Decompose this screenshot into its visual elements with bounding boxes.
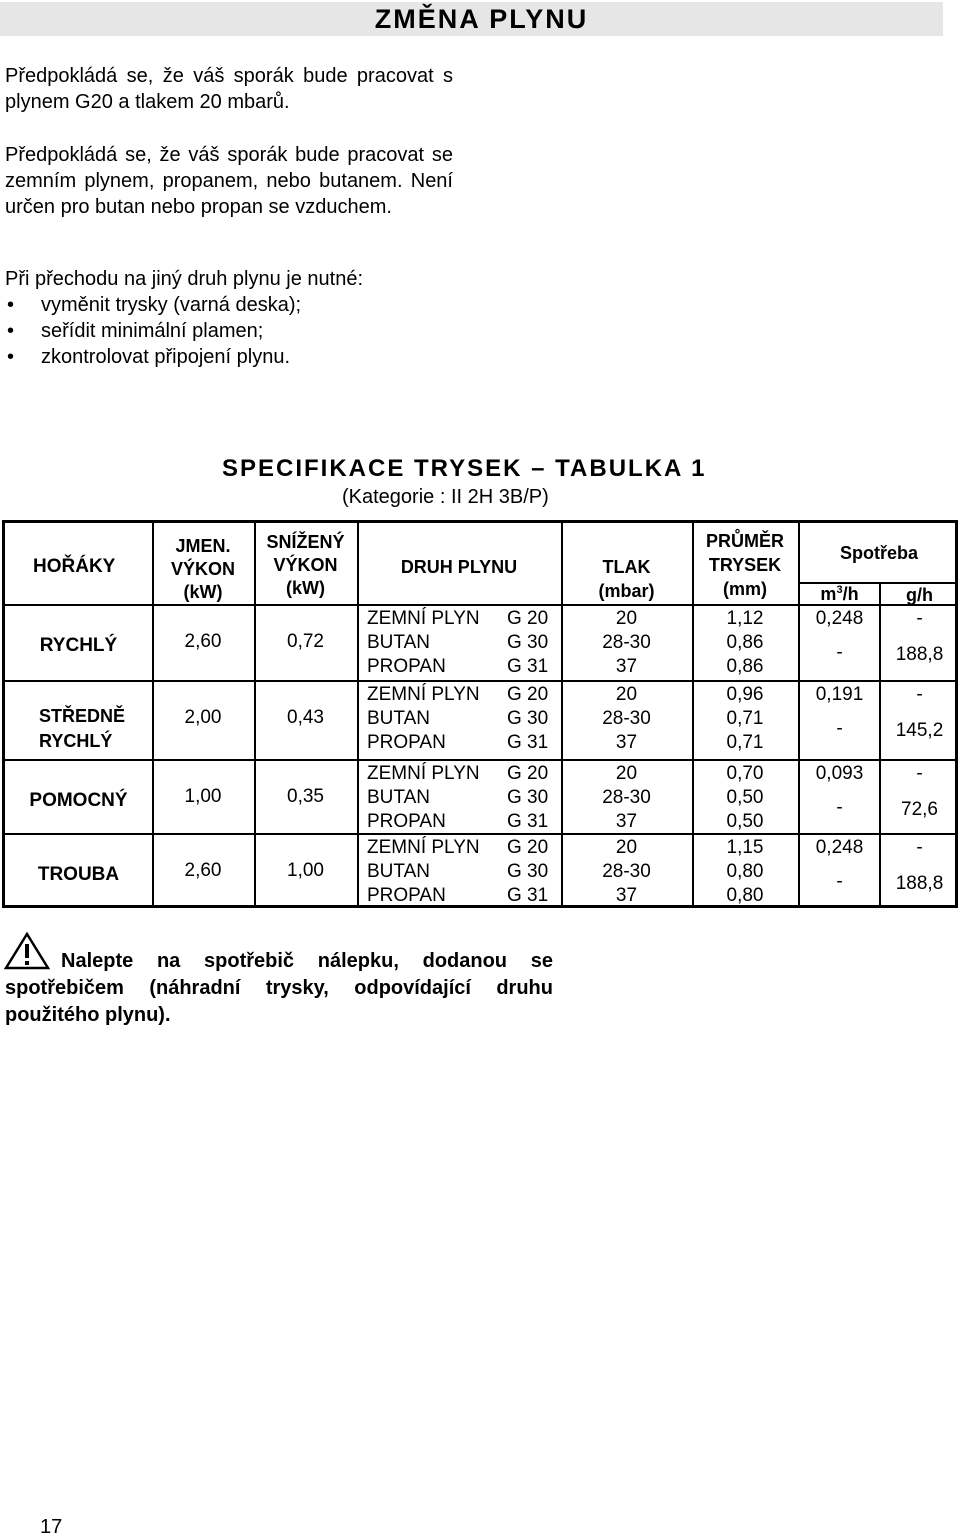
gas-code: G 20 <box>507 608 549 629</box>
consumption-m3h: 0,248 <box>815 837 864 858</box>
intro-paragraph-1: Předpokládá se, že váš sporák bude pracovat s plynem G20 a tlakem 20 mbarů. <box>5 65 453 113</box>
gas-pressure: 28-30 <box>602 708 651 729</box>
reduced-power: 0,35 <box>287 786 324 807</box>
burner-name: RYCHLÝ <box>39 635 118 656</box>
gas-name: ZEMNÍ PLYN <box>367 763 480 784</box>
page-number: 17 <box>40 1516 63 1538</box>
gas-code: G 20 <box>507 684 549 705</box>
nominal-power: 1,00 <box>184 786 222 807</box>
header-m3h: $m^3/h$ <box>820 584 859 604</box>
header-nozzle-diameter: PRŮMĚR TRYSEK (mm) <box>705 531 784 599</box>
gas-name: PROPAN <box>367 811 446 832</box>
gas-pressure: 37 <box>615 885 638 906</box>
warning-text: Nalepte na spotřebič nálepku, dodanou se spotřebičem (náhradní trysky, odpovídající druhu použitého plynu). <box>5 950 553 1026</box>
nominal-power: 2,00 <box>184 707 222 728</box>
nozzle-diameter: 0,80 <box>726 885 764 906</box>
nozzle-diameter: 0,86 <box>726 632 764 653</box>
gas-pressure: 20 <box>615 837 638 858</box>
reduced-power: 0,72 <box>287 631 324 652</box>
consumption-m3h: - <box>836 871 843 892</box>
list-item: • zkontrolovat připojení plynu. <box>5 344 301 370</box>
gas-name: PROPAN <box>367 732 446 753</box>
page-title: ZMĚNA PLYNU <box>374 4 589 34</box>
header-gas-type: DRUH PLYNU <box>400 557 518 577</box>
consumption-gh: - <box>916 837 923 858</box>
table-divider <box>5 680 955 682</box>
intro-paragraph-3: Při přechodu na jiný druh plynu je nutné: <box>5 268 364 290</box>
gas-name: PROPAN <box>367 656 446 677</box>
nozzle-diameter: 0,71 <box>726 732 764 753</box>
list-item: • seřídit minimální plamen; <box>5 318 301 344</box>
consumption-gh: 188,8 <box>895 644 944 665</box>
gas-name: ZEMNÍ PLYN <box>367 608 480 629</box>
consumption-m3h: 0,248 <box>815 608 864 629</box>
nominal-power: 2,60 <box>184 631 222 652</box>
header-pressure: TLAK (mbar) <box>598 557 655 601</box>
gas-name: BUTAN <box>367 708 430 729</box>
consumption-m3h: - <box>836 797 843 818</box>
header-reduced-power: SNÍŽENÝ VÝKON (kW) <box>266 532 345 598</box>
gas-pressure: 20 <box>615 763 638 784</box>
burner-name: POMOCNÝ <box>29 790 128 811</box>
header-nominal-power: JMEN. VÝKON (kW) <box>170 536 235 602</box>
burner-name: TROUBA <box>37 864 120 885</box>
gas-pressure: 37 <box>615 811 638 832</box>
reduced-power: 0,43 <box>287 707 324 728</box>
gas-pressure: 28-30 <box>602 861 651 882</box>
gas-code: G 31 <box>507 656 549 677</box>
header-consumption: Spotřeba <box>839 543 918 563</box>
burner-name: STŘEDNĚ <box>39 706 126 726</box>
instruction-list <box>5 292 301 370</box>
spec-subtitle: (Kategorie : II 2H 3B/P) <box>342 486 549 508</box>
gas-code: G 30 <box>507 708 549 729</box>
consumption-gh: 145,2 <box>895 720 944 741</box>
nominal-power: 2,60 <box>184 860 222 881</box>
nozzle-diameter: 0,71 <box>726 708 764 729</box>
gas-pressure: 20 <box>615 608 638 629</box>
gas-pressure: 28-30 <box>602 787 651 808</box>
nozzle-diameter: 1,12 <box>726 608 764 629</box>
consumption-gh: - <box>916 608 923 629</box>
table-divider <box>357 523 359 905</box>
gas-code: G 30 <box>507 861 549 882</box>
gas-name: ZEMNÍ PLYN <box>367 684 480 705</box>
consumption-gh: 72,6 <box>901 799 938 820</box>
gas-name: PROPAN <box>367 885 446 906</box>
consumption-gh: - <box>916 684 923 705</box>
list-item: • vyměnit trysky (varná deska); <box>5 292 301 318</box>
consumption-gh: - <box>916 763 923 784</box>
gas-name: BUTAN <box>367 787 430 808</box>
header-burners: HOŘÁKY <box>33 556 116 577</box>
gas-pressure: 28-30 <box>602 632 651 653</box>
header-gh: g/h <box>906 585 933 605</box>
nozzle-diameter: 0,50 <box>726 787 764 808</box>
table-divider <box>5 833 955 835</box>
consumption-m3h: 0,093 <box>815 763 864 784</box>
gas-code: G 30 <box>507 632 549 653</box>
gas-code: G 31 <box>507 811 549 832</box>
gas-code: G 20 <box>507 763 549 784</box>
consumption-m3h: - <box>836 642 843 663</box>
nozzle-diameter: 1,15 <box>726 837 764 858</box>
consumption-m3h: - <box>836 718 843 739</box>
nozzle-diameter: 0,70 <box>726 763 764 784</box>
reduced-power: 1,00 <box>287 860 324 881</box>
intro-paragraph-2: Předpokládá se, že váš sporák bude pracovat se zemním plynem, propanem, nebo butanem. Není určen pro butan nebo propan se vzduchem. <box>5 144 453 218</box>
nozzle-diameter: 0,86 <box>726 656 764 677</box>
nozzle-diameter: 0,96 <box>726 684 764 705</box>
gas-code: G 31 <box>507 732 549 753</box>
table-divider <box>5 759 955 761</box>
gas-code: G 30 <box>507 787 549 808</box>
gas-name: BUTAN <box>367 632 430 653</box>
nozzle-spec-table <box>2 520 958 908</box>
gas-code: G 20 <box>507 837 549 858</box>
burner-name: RYCHLÝ <box>39 731 113 751</box>
consumption-m3h: 0,191 <box>815 684 864 705</box>
gas-code: G 31 <box>507 885 549 906</box>
consumption-gh: 188,8 <box>895 873 944 894</box>
gas-pressure: 37 <box>615 732 638 753</box>
spec-title: SPECIFIKACE TRYSEK – TABULKA 1 <box>222 455 707 482</box>
gas-name: BUTAN <box>367 861 430 882</box>
nozzle-diameter: 0,80 <box>726 861 764 882</box>
gas-pressure: 20 <box>615 684 638 705</box>
gas-name: ZEMNÍ PLYN <box>367 837 480 858</box>
gas-pressure: 37 <box>615 656 638 677</box>
nozzle-diameter: 0,50 <box>726 811 764 832</box>
